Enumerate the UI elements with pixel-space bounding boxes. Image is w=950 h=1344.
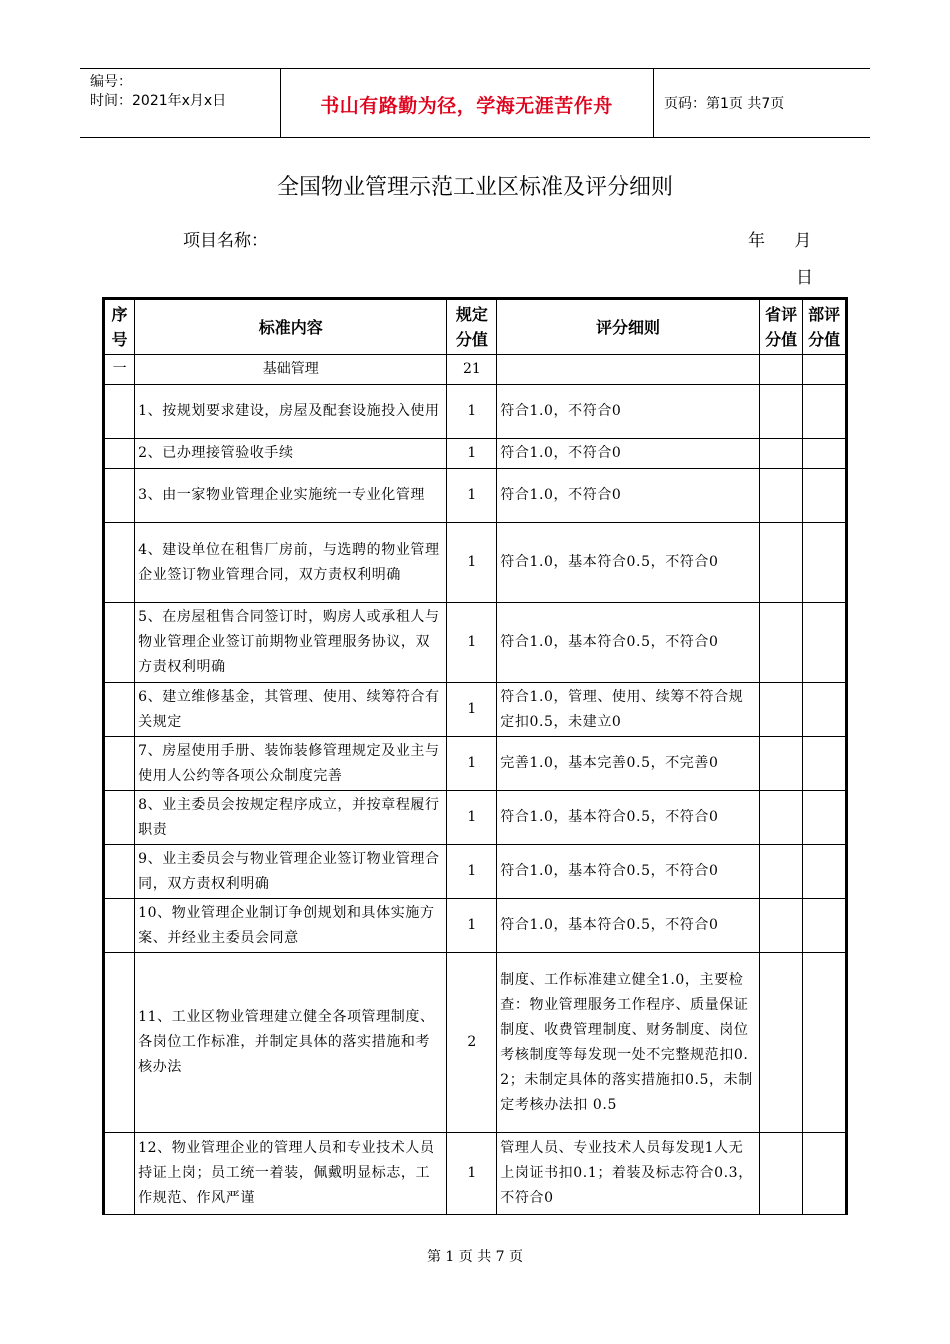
row-department-score[interactable]	[803, 845, 847, 899]
project-name-label: 项目名称：	[183, 231, 268, 251]
row-no	[104, 523, 135, 603]
row-province-score[interactable]	[759, 603, 803, 683]
row-detail: 符合1.0，不符合0	[497, 385, 760, 439]
row-score: 1	[447, 683, 497, 737]
row-province-score[interactable]	[759, 355, 803, 385]
row-province-score[interactable]	[759, 953, 803, 1133]
document-header	[80, 68, 870, 138]
table-row	[104, 737, 847, 791]
row-standard: 12、物业管理企业的管理人员和专业技术人员持证上岗；员工统一着装，佩戴明显标志，工作规范、作风严谨	[135, 1133, 447, 1215]
row-detail: 符合1.0，不符合0	[497, 469, 760, 523]
row-no	[104, 1133, 135, 1215]
row-standard: 11、工业区物业管理建立健全各项管理制度、各岗位工作标准，并制定具体的落实措施和考核办法	[135, 953, 447, 1133]
table-row	[104, 385, 847, 439]
row-detail: 符合1.0，基本符合0.5，不符合0	[497, 791, 760, 845]
row-standard: 3、由一家物业管理企业实施统一专业化管理	[135, 469, 447, 523]
row-detail: 管理人员、专业技术人员每发现1人无上岗证书扣0.1；着装及标志符合0.3，不符合0	[497, 1133, 760, 1215]
row-department-score[interactable]	[803, 439, 847, 469]
row-province-score[interactable]	[759, 899, 803, 953]
row-no	[104, 953, 135, 1133]
row-province-score[interactable]	[759, 737, 803, 791]
row-standard: 基础管理	[135, 355, 447, 385]
table-body	[104, 355, 847, 1215]
row-department-score[interactable]	[803, 899, 847, 953]
row-department-score[interactable]	[803, 355, 847, 385]
row-province-score[interactable]	[759, 523, 803, 603]
table-row	[104, 953, 847, 1133]
row-score: 1	[447, 523, 497, 603]
row-detail: 符合1.0，基本符合0.5，不符合0	[497, 899, 760, 953]
header-page-info: 页码：第1页 共7页	[664, 96, 785, 112]
page-footer: 第 1 页 共 7 页	[426, 1249, 524, 1265]
row-no	[104, 845, 135, 899]
row-score: 1	[447, 1133, 497, 1215]
row-no: 一	[104, 355, 135, 385]
row-score: 1	[447, 439, 497, 469]
row-department-score[interactable]	[803, 683, 847, 737]
row-no	[104, 603, 135, 683]
date-day: 日	[796, 268, 813, 288]
row-standard: 2、已办理接管验收手续	[135, 439, 447, 469]
row-score: 2	[447, 953, 497, 1133]
table-row	[104, 845, 847, 899]
row-no	[104, 737, 135, 791]
header-score: 规定分值	[447, 299, 497, 355]
row-province-score[interactable]	[759, 845, 803, 899]
header-no: 序号	[104, 299, 135, 355]
row-department-score[interactable]	[803, 385, 847, 439]
row-standard: 8、业主委员会按规定程序成立，并按章程履行职责	[135, 791, 447, 845]
row-detail: 完善1.0，基本完善0.5，不完善0	[497, 737, 760, 791]
row-detail: 符合1.0，基本符合0.5，不符合0	[497, 845, 760, 899]
row-department-score[interactable]	[803, 1133, 847, 1215]
row-standard: 7、房屋使用手册、装饰装修管理规定及业主与使用人公约等各项公众制度完善	[135, 737, 447, 791]
scoring-table	[102, 297, 848, 1215]
row-detail: 符合1.0，不符合0	[497, 439, 760, 469]
table-row	[104, 469, 847, 523]
row-province-score[interactable]	[759, 439, 803, 469]
row-score: 1	[447, 737, 497, 791]
row-no	[104, 899, 135, 953]
row-score: 1	[447, 791, 497, 845]
header-divider	[653, 69, 654, 137]
row-score: 21	[447, 355, 497, 385]
table-row	[104, 683, 847, 737]
time-label: 时间：2021年x月x日	[90, 93, 227, 109]
row-detail: 符合1.0，基本符合0.5，不符合0	[497, 603, 760, 683]
row-detail: 符合1.0，基本符合0.5，不符合0	[497, 523, 760, 603]
table-header-row	[104, 299, 847, 355]
header-standard: 标准内容	[135, 299, 447, 355]
table-row	[104, 899, 847, 953]
row-standard: 1、按规划要求建设，房屋及配套设施投入使用	[135, 385, 447, 439]
row-score: 1	[447, 385, 497, 439]
row-standard: 5、在房屋租售合同签订时，购房人或承租人与物业管理企业签订前期物业管理服务协议，双方责权利明确	[135, 603, 447, 683]
row-standard: 9、业主委员会与物业管理企业签订物业管理合同，双方责权利明确	[135, 845, 447, 899]
document-title: 全国物业管理示范工业区标准及评分细则	[276, 175, 673, 200]
row-detail: 制度、工作标准建立健全1.0，主要检查：物业管理服务工作程序、质量保证制度、收费管理制度、财务制度、岗位考核制度等每发现一处不完整规范扣0.2；未制定具体的落实措施扣0.5，未制定考核办法扣 0.5	[497, 953, 760, 1133]
row-detail	[497, 355, 760, 385]
row-department-score[interactable]	[803, 523, 847, 603]
row-no	[104, 385, 135, 439]
table-row	[104, 791, 847, 845]
row-province-score[interactable]	[759, 1133, 803, 1215]
row-province-score[interactable]	[759, 469, 803, 523]
row-no	[104, 683, 135, 737]
table-row	[104, 603, 847, 683]
header-motto: 书山有路勤为径，学海无涯苦作舟	[320, 95, 613, 117]
row-score: 1	[447, 469, 497, 523]
row-province-score[interactable]	[759, 683, 803, 737]
header-department-score: 部评分值	[803, 299, 847, 355]
header-meta	[90, 73, 226, 111]
row-score: 1	[447, 845, 497, 899]
row-detail: 符合1.0，管理、使用、续筹不符合规定扣0.5，未建立0	[497, 683, 760, 737]
row-department-score[interactable]	[803, 603, 847, 683]
row-standard: 6、建立维修基金，其管理、使用、续筹符合有关规定	[135, 683, 447, 737]
row-department-score[interactable]	[803, 737, 847, 791]
row-department-score[interactable]	[803, 953, 847, 1133]
table-row	[104, 523, 847, 603]
header-detail: 评分细则	[497, 299, 760, 355]
row-no	[104, 469, 135, 523]
row-standard: 4、建设单位在租售厂房前，与选聘的物业管理企业签订物业管理合同，双方责权利明确	[135, 523, 447, 603]
table-row	[104, 1133, 847, 1215]
table-row	[104, 355, 847, 385]
row-province-score[interactable]	[759, 791, 803, 845]
row-standard: 10、物业管理企业制订争创规划和具体实施方案、并经业主委员会同意	[135, 899, 447, 953]
number-label: 编号：	[90, 74, 132, 90]
row-no	[104, 791, 135, 845]
table-row	[104, 439, 847, 469]
row-province-score[interactable]	[759, 385, 803, 439]
header-province-score: 省评分值	[759, 299, 803, 355]
date-year-month: 年 月	[748, 231, 812, 251]
row-department-score[interactable]	[803, 791, 847, 845]
row-no	[104, 439, 135, 469]
row-score: 1	[447, 899, 497, 953]
row-score: 1	[447, 603, 497, 683]
row-department-score[interactable]	[803, 469, 847, 523]
